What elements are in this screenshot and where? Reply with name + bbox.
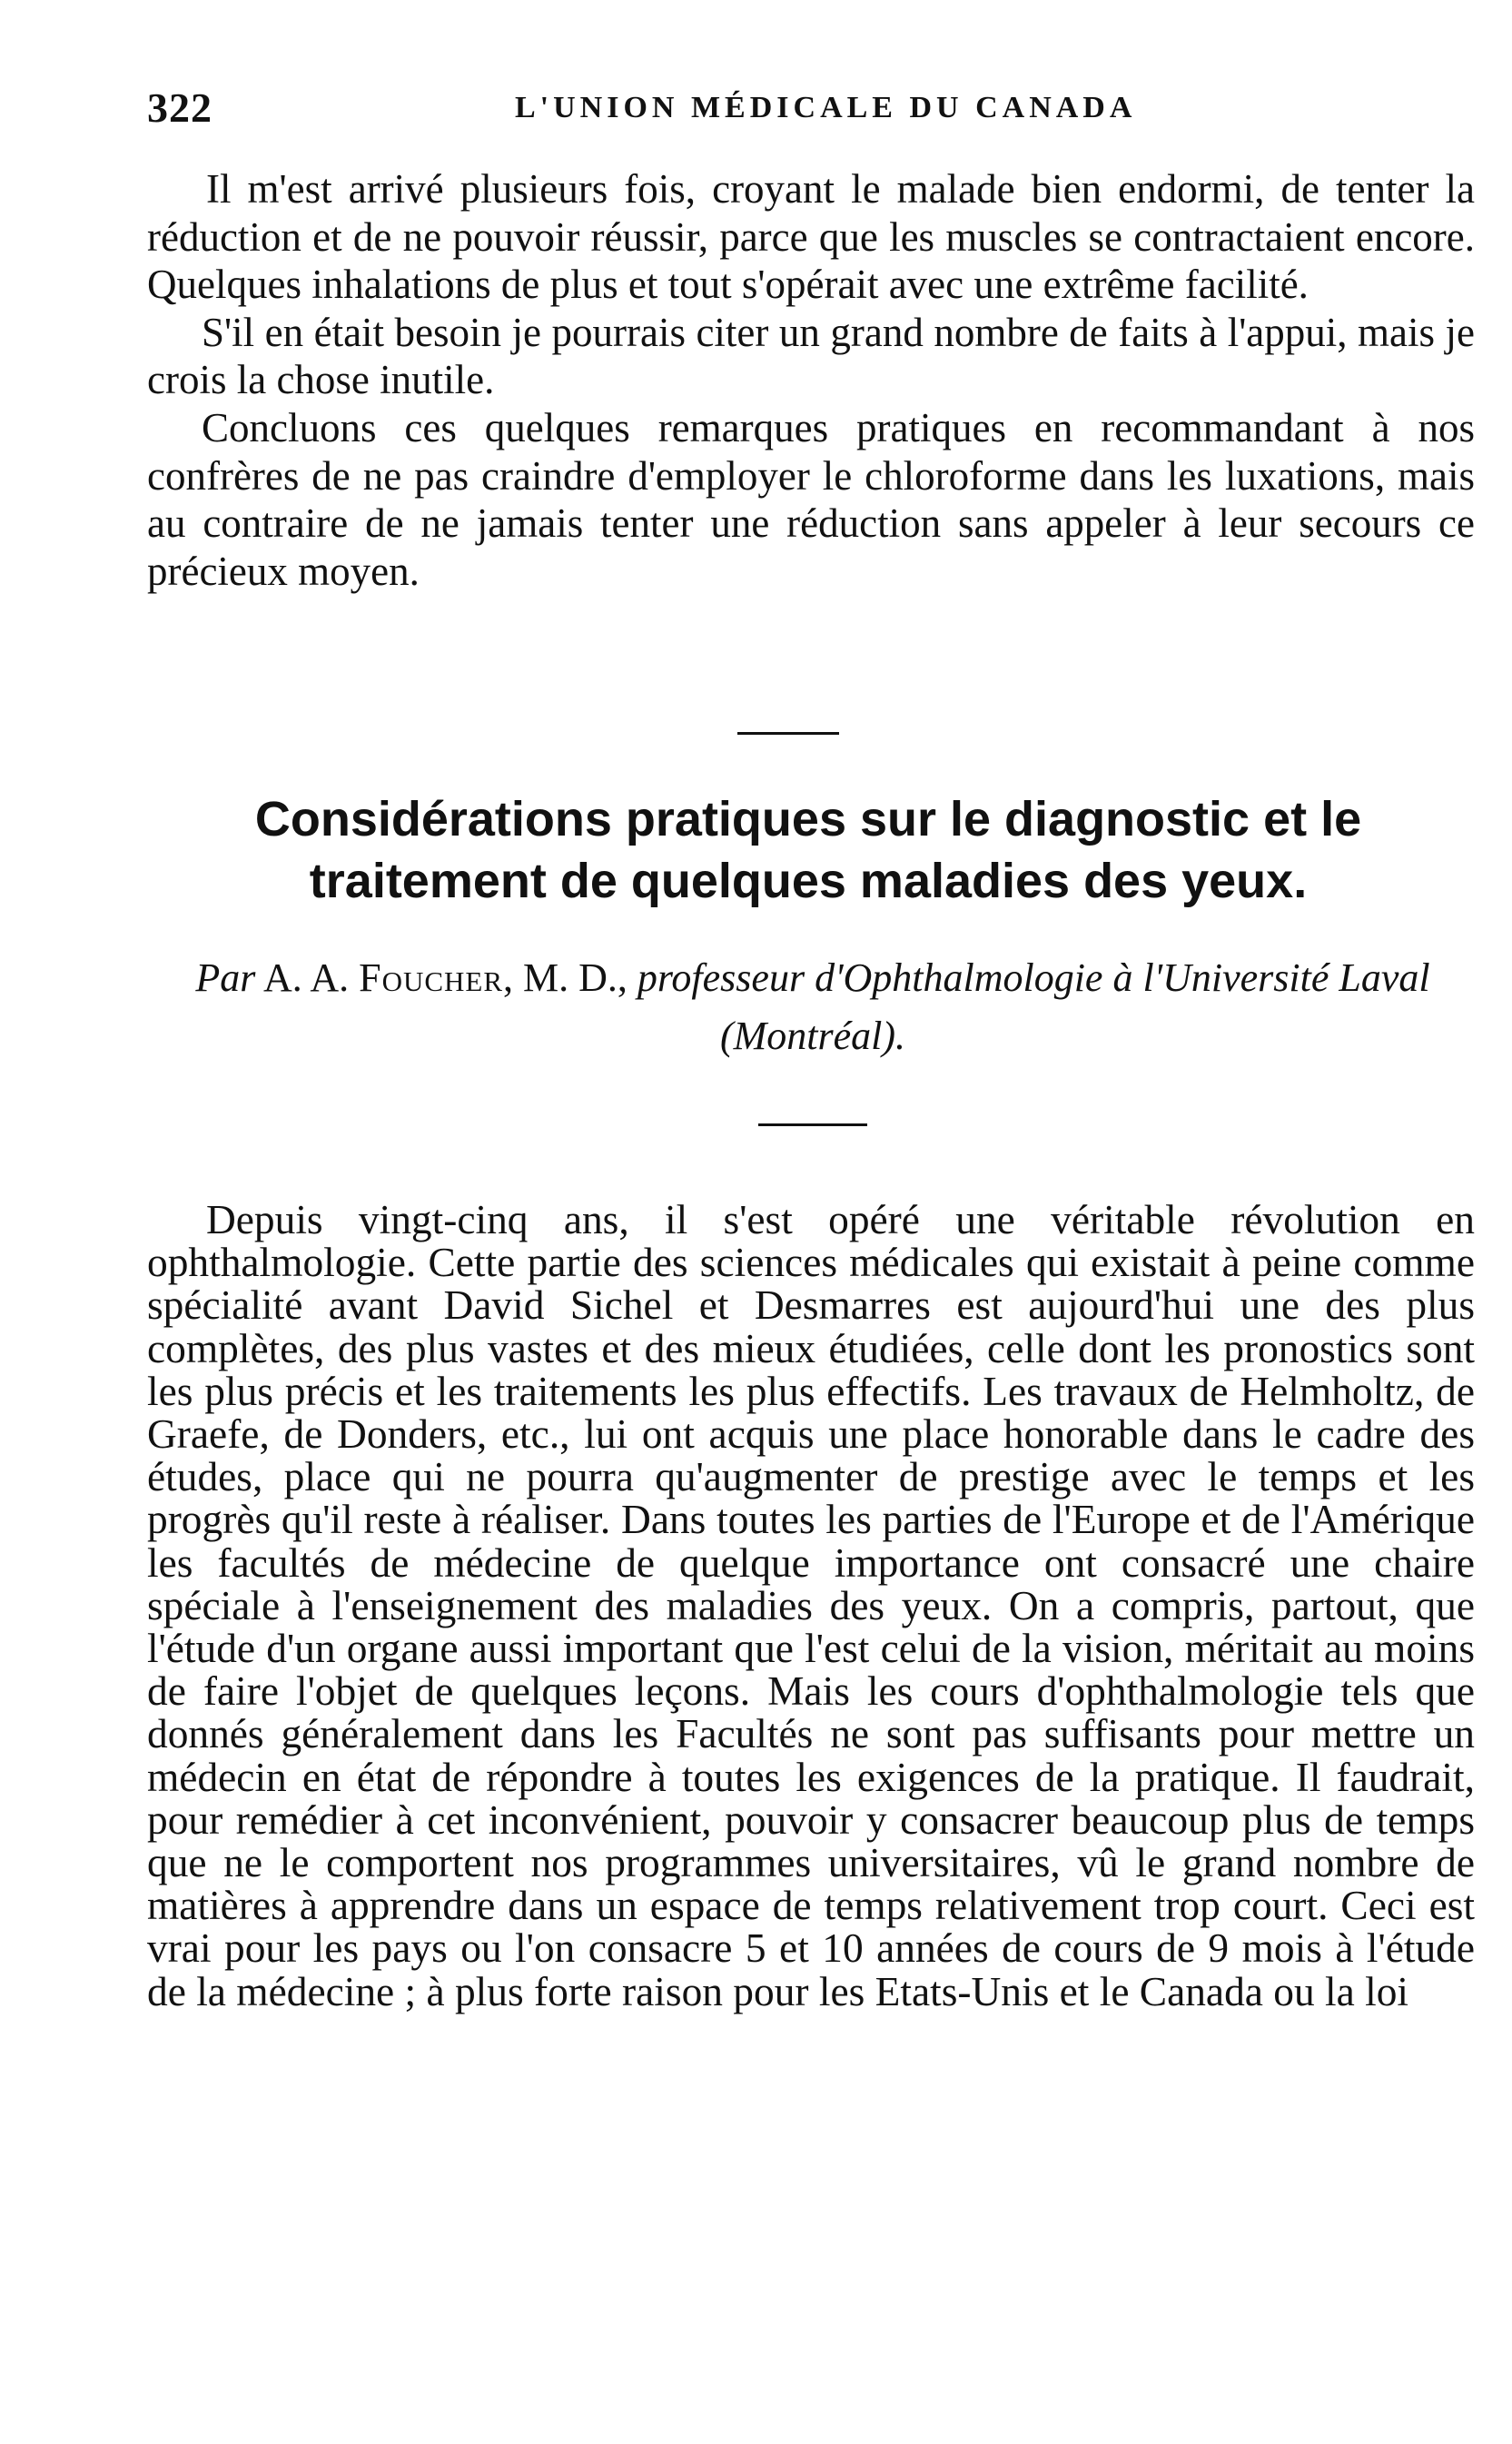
byline-prefix: Par (195, 955, 256, 1000)
byline-degree: , M. D., (503, 955, 628, 1000)
section-separator-rule (737, 732, 839, 735)
byline-author-initials: A. A. (262, 955, 350, 1000)
article-title: Considérations pratiques sur le diagnostic et le traitement de quelques maladies des yeux. (254, 792, 1362, 908)
intro-paragraph-2: S'il en était besoin je pourrais citer un grand nombre de faits à l'appui, mais je crois la chose inutile. (147, 309, 1475, 403)
byline-position: professeur d'Ophthalmologie à l'Université Laval (Montréal). (637, 955, 1430, 1058)
byline-separator-rule (758, 1123, 867, 1126)
article-body (147, 1199, 1475, 2407)
previous-article-conclusion (147, 165, 1475, 674)
running-header (147, 84, 1473, 138)
intro-paragraph-1: Il m'est arrivé plusieurs fois, croyant le malade bien endormi, de tenter la réduction et de ne pouvoir réussir, parce que les muscles se contractaient encore. Quelques inhalations de plus et tout s'opérait avec une extrême facilité. (147, 166, 1475, 308)
page-number: 322 (147, 84, 212, 131)
article-byline (182, 949, 1444, 1065)
article-body-paragraph: Depuis vingt-cinq ans, il s'est opéré une véritable révolution en ophthalmologie. Cette partie des sciences médicales qui existait à peine comme spécialité avant David Sichel et Desmarres est aujourd'hui une des plus complètes, des plus vastes et des mieux étudiées, celle dont les pronostics sont les plus précis et les traitements les plus effectifs. Les travaux de Helmholtz, de Graefe, de Donders, etc., lui ont acquis une place honorable dans le cadre des études, place qui ne pourra qu'augmenter de prestige avec le temps et les progrès qu'il reste à réaliser. Dans toutes les parties de l'Europe et de l'Amérique les facultés de médecine de quelque importance ont consacré une chaire spéciale à l'enseignement des maladies des yeux. On a compris, partout, que l'étude d'un organe aussi important que l'est celui de la vision, méritait au moins de faire l'objet de quelques leçons. Mais les cours d'ophthalmologie tels que donnés généralement dans les Facultés ne sont pas suffisants pour mettre un médecin en état de répondre à toutes les exigences de la pratique. Il faudrait, pour remédier à cet inconvénient, pouvoir y consacrer beaucoup plus de temps que ne le comportent nos programmes universitaires, vû le grand nombre de matières à apprendre dans un espace de temps relativement trop court. Ceci est vrai pour les pays ou l'on consacre 5 et 10 années de cours de 9 mois à l'étude de la médecine ; à plus forte raison pour les Etats-Unis et le Canada ou la loi (147, 1197, 1475, 2014)
journal-title: L'UNION MÉDICALE DU CANADA (515, 91, 1137, 124)
byline-author-surname: Foucher (359, 955, 504, 1000)
intro-paragraph-3: Concluons ces quelques remarques pratiques en recommandant à nos confrères de ne pas craindre d'employer le chloroforme dans les luxations, mais au contraire de ne jamais tenter une réduction sans appeler à leur secours ce précieux moyen. (147, 404, 1475, 594)
